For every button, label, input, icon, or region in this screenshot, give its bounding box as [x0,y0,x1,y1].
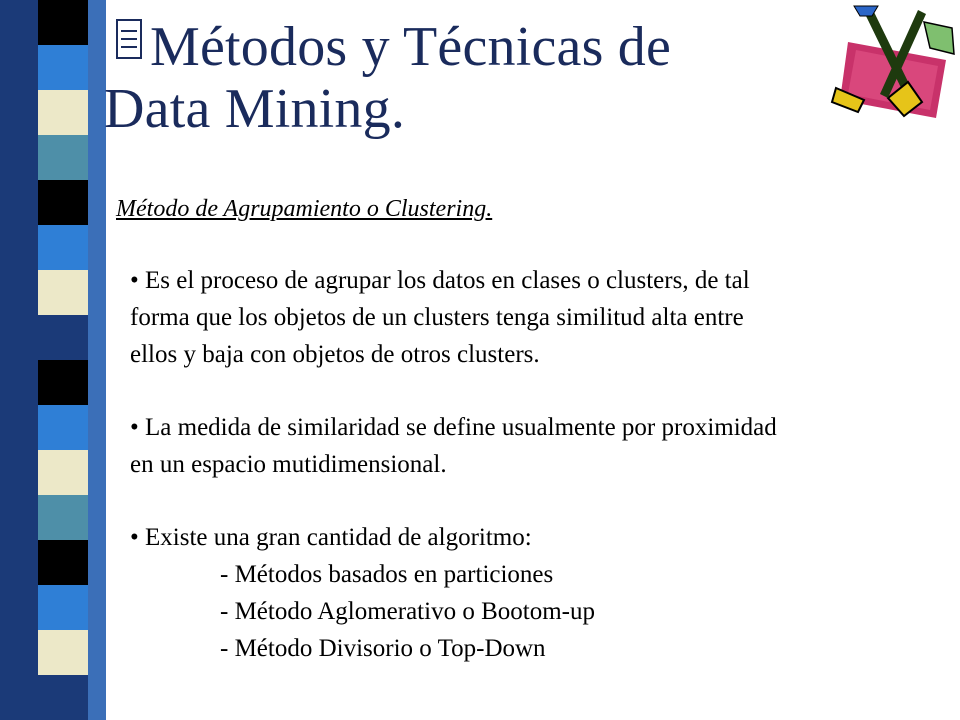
stripe-cell [38,630,88,675]
stripe-column-left [0,0,38,720]
stripe-cell [38,270,88,315]
decorative-stripe-band [0,0,110,720]
title-block [104,16,804,140]
paragraph-line: forma que los objetos de un clusters tenga similitud alta entre [130,304,744,331]
title-text-1: Métodos y Técnicas de [150,16,672,78]
stripe-cell [38,180,88,225]
paragraph-line: • Es el proceso de agrupar los datos en clases o clusters, de tal [130,267,750,294]
title-line-1 [104,16,804,78]
stripe-cell [38,450,88,495]
stripe-cell [38,495,88,540]
stripe-cell [38,315,88,360]
stripe-cell [38,405,88,450]
stripe-cell [38,585,88,630]
paragraph-3 [130,519,960,667]
list-item: - Métodos basados en particiones [220,561,554,588]
stripe-cell [38,225,88,270]
body-content [130,262,960,703]
shovel-pick-icon [826,2,960,126]
title-line-2: Data Mining. [104,78,406,140]
paragraph-line: • La medida de similaridad se define usualmente por proximidad [130,414,777,441]
stripe-cell [38,540,88,585]
paragraph-line: ellos y baja con objetos de otros clusters. [130,341,540,368]
paragraph-1 [130,262,960,373]
list-item: - Método Aglomerativo o Bootom-up [220,598,595,625]
section-subtitle: Método de Agrupamiento o Clustering. [116,196,493,222]
square-bullet-icon [116,19,142,59]
paragraph-2 [130,409,960,483]
stripe-column-middle [38,0,88,720]
stripe-cell [38,90,88,135]
list-item: - Método Divisorio o Top-Down [220,635,546,662]
stripe-cell [38,135,88,180]
paragraph-line: • Existe una gran cantidad de algoritmo: [130,524,532,551]
stripe-cell [38,45,88,90]
stripe-cell [38,360,88,405]
paragraph-line: en un espacio mutidimensional. [130,451,447,478]
stripe-cell [38,0,88,45]
stripe-cell [38,675,88,720]
